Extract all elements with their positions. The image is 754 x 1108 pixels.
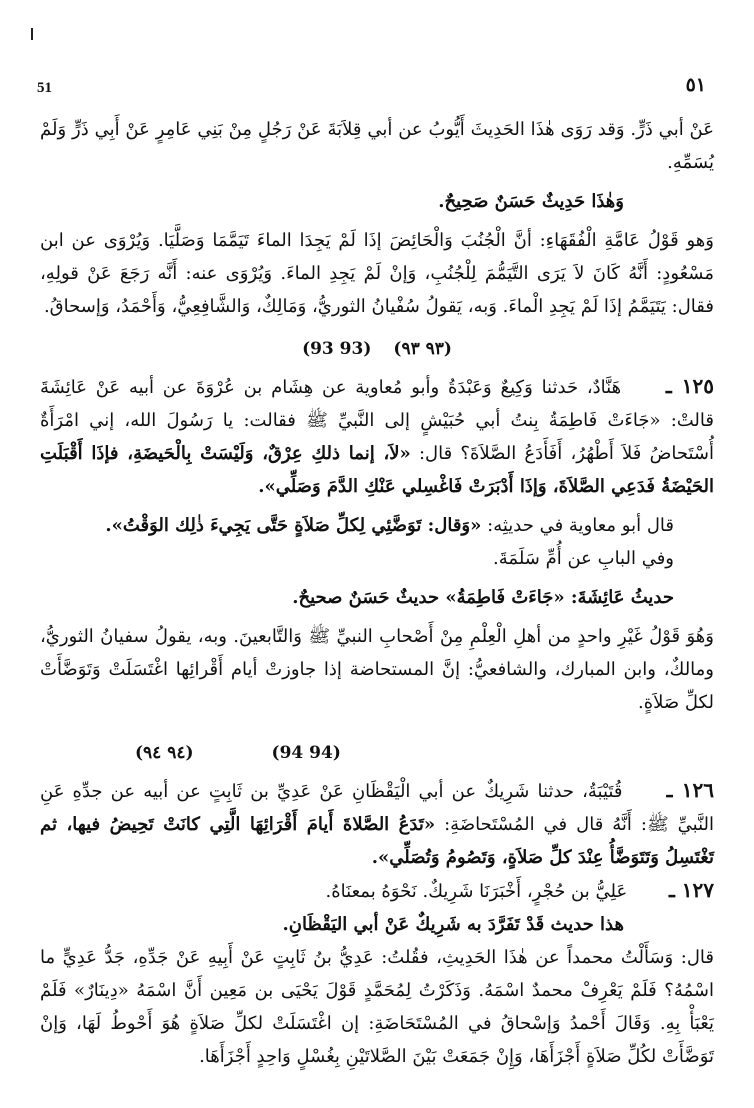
hadith-125-matn-1: «جَاءَتْ فَاطِمَةُ بِنتُ أبي حُبَيْشٍ إلى النَّبيِّ ﷺ فقالت: يا رَسُولَ الله، إني امْرَأَةٌ أُسْتَحاضُ فَلاَ أَطْهُرُ، أَفَأَدَعُ الصَّلاَةَ؟ قال: bbox=[40, 410, 714, 464]
reference-latin-93: (93 93) bbox=[302, 339, 372, 359]
reference-arabic-94: (٩٤ ٩٤) bbox=[135, 743, 194, 763]
hadith-125-matn-2: «لاَ، إنما ذلكِ عِرْقٌ، وَلَيْسَتْ بِالْحَيضَةِ، فإذَا أَقْبَلَتِ الحَيْضَةُ فَدَعِي الصَّلاَةَ، وَإذَا أَدْبَرَتْ فَاغْسِلي عَنْكِ الدَّمَ وَصَلِّي». bbox=[40, 443, 714, 497]
hukm-2: حديثُ عَائِشَةَ: «جَاءَتْ فَاطِمَةُ» حديثٌ حَسَنٌ صحيحٌ. bbox=[292, 587, 674, 608]
hadith-125-addition-intro: قال أبو معاوية في حديثِه: bbox=[487, 515, 674, 536]
paragraph-1: عَنْ أبي ذَرٍّ. وَقد رَوَى هٰذَا الحَدِيثَ أَيُّوبُ عن أبي قِلاَبَةَ عَنْ رَجُلٍ مِنْ بَنِي عَامِرٍ عَنْ أَبِي ذَرٍّ وَلَمْ يُسَمِّهِ. bbox=[40, 119, 714, 173]
hadith-125 bbox=[40, 370, 714, 503]
hadith-125-addition bbox=[40, 509, 714, 542]
reference-row-93 bbox=[40, 333, 714, 366]
hadith-number-127: ١٢٧ ـ bbox=[668, 878, 714, 902]
hukm-3: هذا حديث قَدْ تَفَرَّدَ به شَرِيكٌ عَنْ أبي اليَقْظَانِ. bbox=[282, 914, 624, 935]
paragraph-4: قال: وَسَأَلْتُ محمداً عن هٰذَا الحَدِيثِ، فقُلتُ: عَدِيُّ بنُ ثَابِتٍ عَنْ أَبِيهِ عَنْ جَدِّهِ، جَدُّ عَدِيٍّ ما اسْمُهُ؟ فَلَمْ يَعْرِفْ محمدٌ اسْمَهُ. وَذَكَرْتُ لِمُحَمَّدٍ قَوْلَ يَحْيَى بن مَعِين أَنَّ اسْمَهُ «دِينَارٌ» فَلَمْ يَعْبَأْ بِهِ. وَقَالَ أَحْمدُ وَإسْحاقُ في المُسْتَحَاضَةِ: إن اغْتَسَلَتْ لكلِّ صَلاَةٍ هُوَ أَحْوطُ لَهَا، وَإنْ تَوَضَّأَتْ لكُلِّ صَلاَةٍ أَجْزَأَهَا، وَإِنْ جَمَعَتْ بَيْنَ الصَّلاتَيْنِ بِغُسْلٍ وَاحِدٍ أَجْزَأَهَا. bbox=[40, 947, 714, 1067]
paragraph-3: وَهُوَ قَوْلُ غَيْرِ واحدٍ من أهلِ الْعِلْمِ مِنْ أَصْحابِ النبيِّ ﷺ وَالتَّابعينَ. وبه، يقولُ سفيانُ الثوريُّ، ومالكٌ، وابن المبارك، والشافعيُّ: إنَّ المستحاضة إذا جاوزتْ أيام أَقْرائِها اغْتَسَلَتْ وَتَوَضَّأَتْ لكلِّ صَلاَةٍ. bbox=[40, 626, 714, 713]
hadith-125-addition-text: «وَقال: تَوَضَّئِي لِكلِّ صَلاَةٍ حَتَّى يَجِيءَ ذٰلِك الوَقْتُ». bbox=[105, 515, 482, 536]
reference-arabic-93: (٩٣ ٩٣) bbox=[393, 339, 452, 359]
bab-note: وفي البابِ عن أُمِّ سَلَمَةَ. bbox=[493, 548, 674, 569]
hadith-number-125: ١٢٥ ـ bbox=[665, 374, 714, 398]
hadith-127-text: عَلِيُّ بن حُجْرٍ، أَخْبَرَنَا شَرِيكٌ. نَحْوَهُ بمعنَاهُ. bbox=[325, 881, 628, 902]
paragraph-2: وَهو قَوْلُ عَامَّةِ الْفُقَهَاءِ: أنَّ الْجُنُبَ وَالْحَائِضَ إذَا لَمْ يَجِدَا الماءَ تَيَمَّمَا وَصَلَّيَا. وَيُرْوَى عن ابن مَسْعُودٍ: أَنَّهُ كَانَ لاَ يَرَى التَّيَمُّمَ لِلْجُنُبِ، وَإنْ لَمْ يَجِدِ الماءَ. وَيُرْوَى عنه: أَنَّه رَجَعَ عَنْ قولِهِ، فقال: يَتَيَمَّمُ إذَا لَمْ يَجِدِ الْماءَ. وَبه، يَقولُ سُفْيانُ الثوريُّ، وَمَالِكٌ، وَالشَّافِعِيُّ، وَأَحْمَدُ، وَإسحاقُ. bbox=[40, 230, 714, 317]
hadith-126 bbox=[40, 774, 714, 874]
page-edge-mark bbox=[31, 28, 33, 40]
page-number-arabic: ٥١ bbox=[685, 75, 706, 96]
hadith-126-matn: «تَدَعُ الصَّلاةَ أَيامَ أَقْرَائِهَا الَّتِي كانَتْ تَحِيضُ فيها، ثم تَغْتَسِلُ وَتَتَوَضَّأُ عِنْدَ كلِّ صَلاَةٍ، وَتَصُومُ وَتُصَلِّي». bbox=[40, 814, 714, 868]
hadith-125-isnad: هَنَّادٌ، حَدثنا وَكِيعٌ وَعَبْدَةُ وأبو مُعاوية عن هِشَام بن عُرْوَةَ عن أبيه عَنْ عَائِشَةَ قالتْ: bbox=[40, 377, 714, 431]
hadith-127 bbox=[40, 874, 714, 908]
reference-row-94 bbox=[40, 737, 714, 770]
hukm-1: وَهٰذَا حَدِيثٌ حَسَنٌ صَحِيحٌ. bbox=[438, 191, 624, 212]
page-body bbox=[40, 113, 714, 1073]
hadith-number-126: ١٢٦ ـ bbox=[666, 778, 714, 802]
hadith-126-isnad: قُتَيْبَةُ، حدثنا شَرِيكٌ عن أبي الْيَقْظَانِ عَنْ عَدِيِّ بن ثَابِتٍ عن أبيه عن جدِّهِ عَنِ النَّبيِّ ﷺ: أَنَّهُ قال في المُسْتَحاضَةِ: bbox=[40, 781, 715, 835]
reference-latin-94: (94 94) bbox=[271, 743, 341, 763]
page-number-latin: 51 bbox=[37, 80, 52, 96]
